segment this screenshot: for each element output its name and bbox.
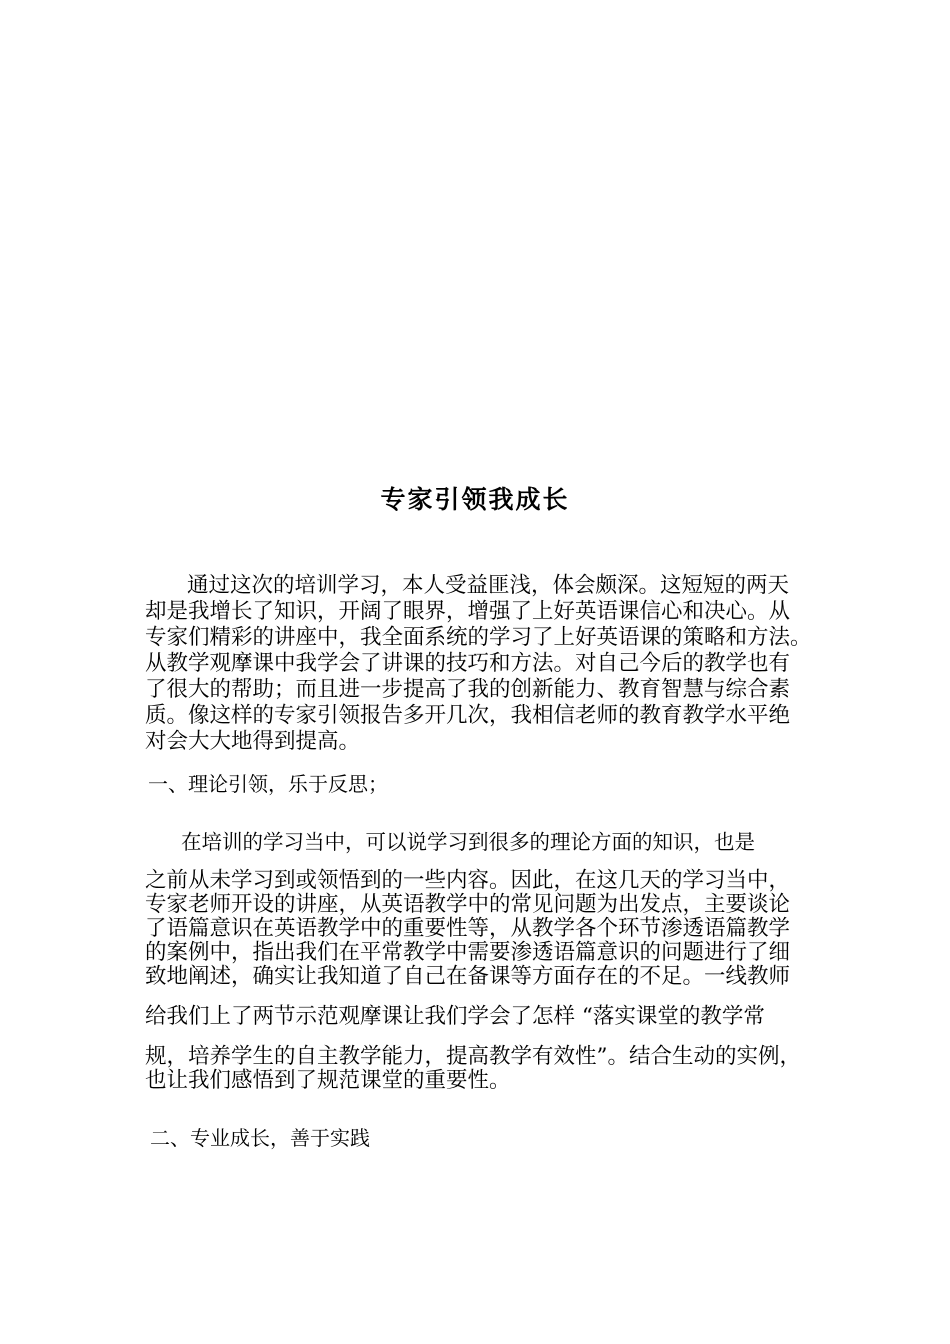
paragraph-2-line: 规，培养学生的自主教学能力，提高教学有效性”。结合生动的实例， xyxy=(145,1044,801,1069)
paragraph-2-line: 的案例中，指出我们在平常教学中需要渗透语篇意识的问题进行了细 xyxy=(145,940,791,965)
paragraph-1-line: 了很大的帮助；而且进一步提高了我的创新能力、教育智慧与综合素 xyxy=(145,677,791,702)
paragraph-2-line: 在培训的学习当中，可以说学习到很多的理论方面的知识，也是 xyxy=(181,830,755,854)
paragraph-1-line: 通过这次的培训学习，本人受益匪浅，体会颇深。这短短的两天 xyxy=(187,573,790,598)
document-title: 专家引领我成长 xyxy=(380,485,570,514)
paragraph-2-line: 致地阐述，确实让我知道了自己在备课等方面存在的不足。一线教师 xyxy=(145,964,791,989)
paragraph-2-line: 也让我们感悟到了规范课堂的重要性。 xyxy=(145,1068,511,1093)
paragraph-2-line: 给我们上了两节示范观摩课让我们学会了怎样 “落实课堂的教学常 xyxy=(145,1004,765,1029)
paragraph-1-line: 却是我增长了知识，开阔了眼界，增强了上好英语课信心和决心。从 xyxy=(145,599,791,624)
section-heading-2: 二、专业成长，善于实践 xyxy=(150,1126,370,1150)
paragraph-2-line: 专家老师开设的讲座，从英语教学中的常见问题为出发点，主要谈论 xyxy=(145,892,791,917)
paragraph-1-line: 专家们精彩的讲座中，我全面系统的学习了上好英语课的策略和方法。 xyxy=(145,625,812,650)
paragraph-2-line: 之前从未学习到或领悟到的一些内容。因此，在这几天的学习当中， xyxy=(145,868,791,893)
paragraph-1-line: 对会大大地得到提高。 xyxy=(145,729,361,754)
paragraph-1-line: 质。像这样的专家引领报告多开几次，我相信老师的教育教学水平绝 xyxy=(145,703,791,728)
paragraph-1-line: 从教学观摩课中我学会了讲课的技巧和方法。对自己今后的教学也有 xyxy=(145,651,791,676)
section-heading-1: 一、理论引领，乐于反思； xyxy=(148,772,388,796)
paragraph-2-line: 了语篇意识在英语教学中的重要性等，从教学各个环节渗透语篇教学 xyxy=(145,916,791,941)
